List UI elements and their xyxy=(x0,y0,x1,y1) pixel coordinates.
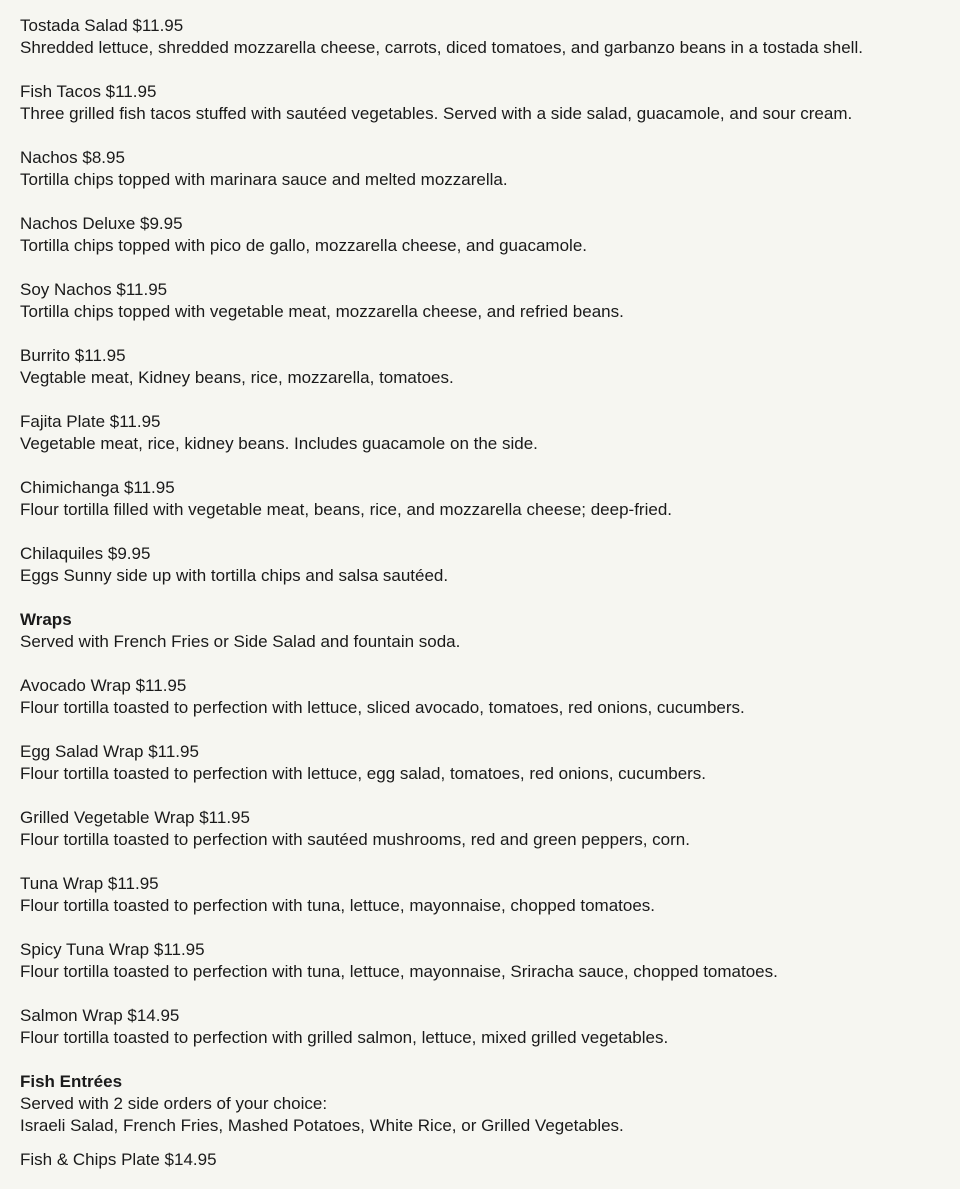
item-description: Tortilla chips topped with pico de gallo, mozzarella cheese, and guacamole. xyxy=(20,236,587,255)
menu-item xyxy=(20,675,940,719)
item-title: Chimichanga $11.95 xyxy=(20,478,175,497)
menu-item xyxy=(20,939,940,983)
item-description: Tortilla chips topped with marinara sauce and melted mozzarella. xyxy=(20,170,508,189)
section-note: Served with 2 side orders of your choice: xyxy=(20,1094,328,1113)
item-description: Flour tortilla toasted to perfection with tuna, lettuce, mayonnaise, Sriracha sauce, chopped tomatoes. xyxy=(20,962,778,981)
item-title: Soy Nachos $11.95 xyxy=(20,280,168,299)
section-note-sides: Israeli Salad, French Fries, Mashed Potatoes, White Rice, or Grilled Vegetables. xyxy=(20,1116,624,1135)
item-title: Grilled Vegetable Wrap $11.95 xyxy=(20,808,250,827)
item-title: Burrito $11.95 xyxy=(20,346,126,365)
menu-item xyxy=(20,873,940,917)
item-title: Salmon Wrap $14.95 xyxy=(20,1006,180,1025)
item-description: Vegetable meat, rice, kidney beans. Includes guacamole on the side. xyxy=(20,434,538,453)
item-title: Avocado Wrap $11.95 xyxy=(20,676,187,695)
fish-entrees-section xyxy=(20,1071,940,1171)
item-description: Tortilla chips topped with vegetable meat, mozzarella cheese, and refried beans. xyxy=(20,302,624,321)
menu-item xyxy=(20,147,940,191)
item-description: Flour tortilla toasted to perfection with grilled salmon, lettuce, mixed grilled vegetables. xyxy=(20,1028,669,1047)
menu-item xyxy=(20,213,940,257)
item-title: Egg Salad Wrap $11.95 xyxy=(20,742,199,761)
item-description: Flour tortilla toasted to perfection with tuna, lettuce, mayonnaise, chopped tomatoes. xyxy=(20,896,656,915)
item-description: Three grilled fish tacos stuffed with sautéed vegetables. Served with a side salad, guacamole, and sour cream. xyxy=(20,104,853,123)
menu-item xyxy=(20,741,940,785)
item-title: Nachos Deluxe $9.95 xyxy=(20,214,183,233)
menu-item xyxy=(20,477,940,521)
item-title: Fajita Plate $11.95 xyxy=(20,412,161,431)
menu-item xyxy=(20,279,940,323)
menu-item xyxy=(20,1149,940,1171)
section-heading: Fish Entrées xyxy=(20,1072,123,1091)
item-description: Shredded lettuce, shredded mozzarella cheese, carrots, diced tomatoes, and garbanzo beans in a tostada shell. xyxy=(20,38,863,57)
menu-item xyxy=(20,1005,940,1049)
item-description: Flour tortilla toasted to perfection with lettuce, egg salad, tomatoes, red onions, cucumbers. xyxy=(20,764,707,783)
item-title: Tuna Wrap $11.95 xyxy=(20,874,159,893)
item-description: Flour tortilla toasted to perfection with lettuce, sliced avocado, tomatoes, red onions, cucumbers. xyxy=(20,698,745,717)
menu-item xyxy=(20,15,940,59)
item-title: Tostada Salad $11.95 xyxy=(20,16,184,35)
section-heading: Wraps xyxy=(20,610,72,629)
menu-item xyxy=(20,807,940,851)
item-description: Flour tortilla filled with vegetable meat, beans, rice, and mozzarella cheese; deep-fried. xyxy=(20,500,673,519)
menu-item xyxy=(20,411,940,455)
item-title: Spicy Tuna Wrap $11.95 xyxy=(20,940,205,959)
item-title: Nachos $8.95 xyxy=(20,148,125,167)
item-description: Flour tortilla toasted to perfection with sautéed mushrooms, red and green peppers, corn. xyxy=(20,830,690,849)
menu-item xyxy=(20,345,940,389)
menu-item xyxy=(20,543,940,587)
item-title: Chilaquiles $9.95 xyxy=(20,544,151,563)
item-title: Fish & Chips Plate $14.95 xyxy=(20,1150,217,1169)
item-description: Vegtable meat, Kidney beans, rice, mozzarella, tomatoes. xyxy=(20,368,454,387)
menu-item xyxy=(20,81,940,125)
wraps-section xyxy=(20,609,940,1049)
item-description: Eggs Sunny side up with tortilla chips and salsa sautéed. xyxy=(20,566,449,585)
section-note: Served with French Fries or Side Salad and fountain soda. xyxy=(20,632,461,651)
item-title: Fish Tacos $11.95 xyxy=(20,82,157,101)
